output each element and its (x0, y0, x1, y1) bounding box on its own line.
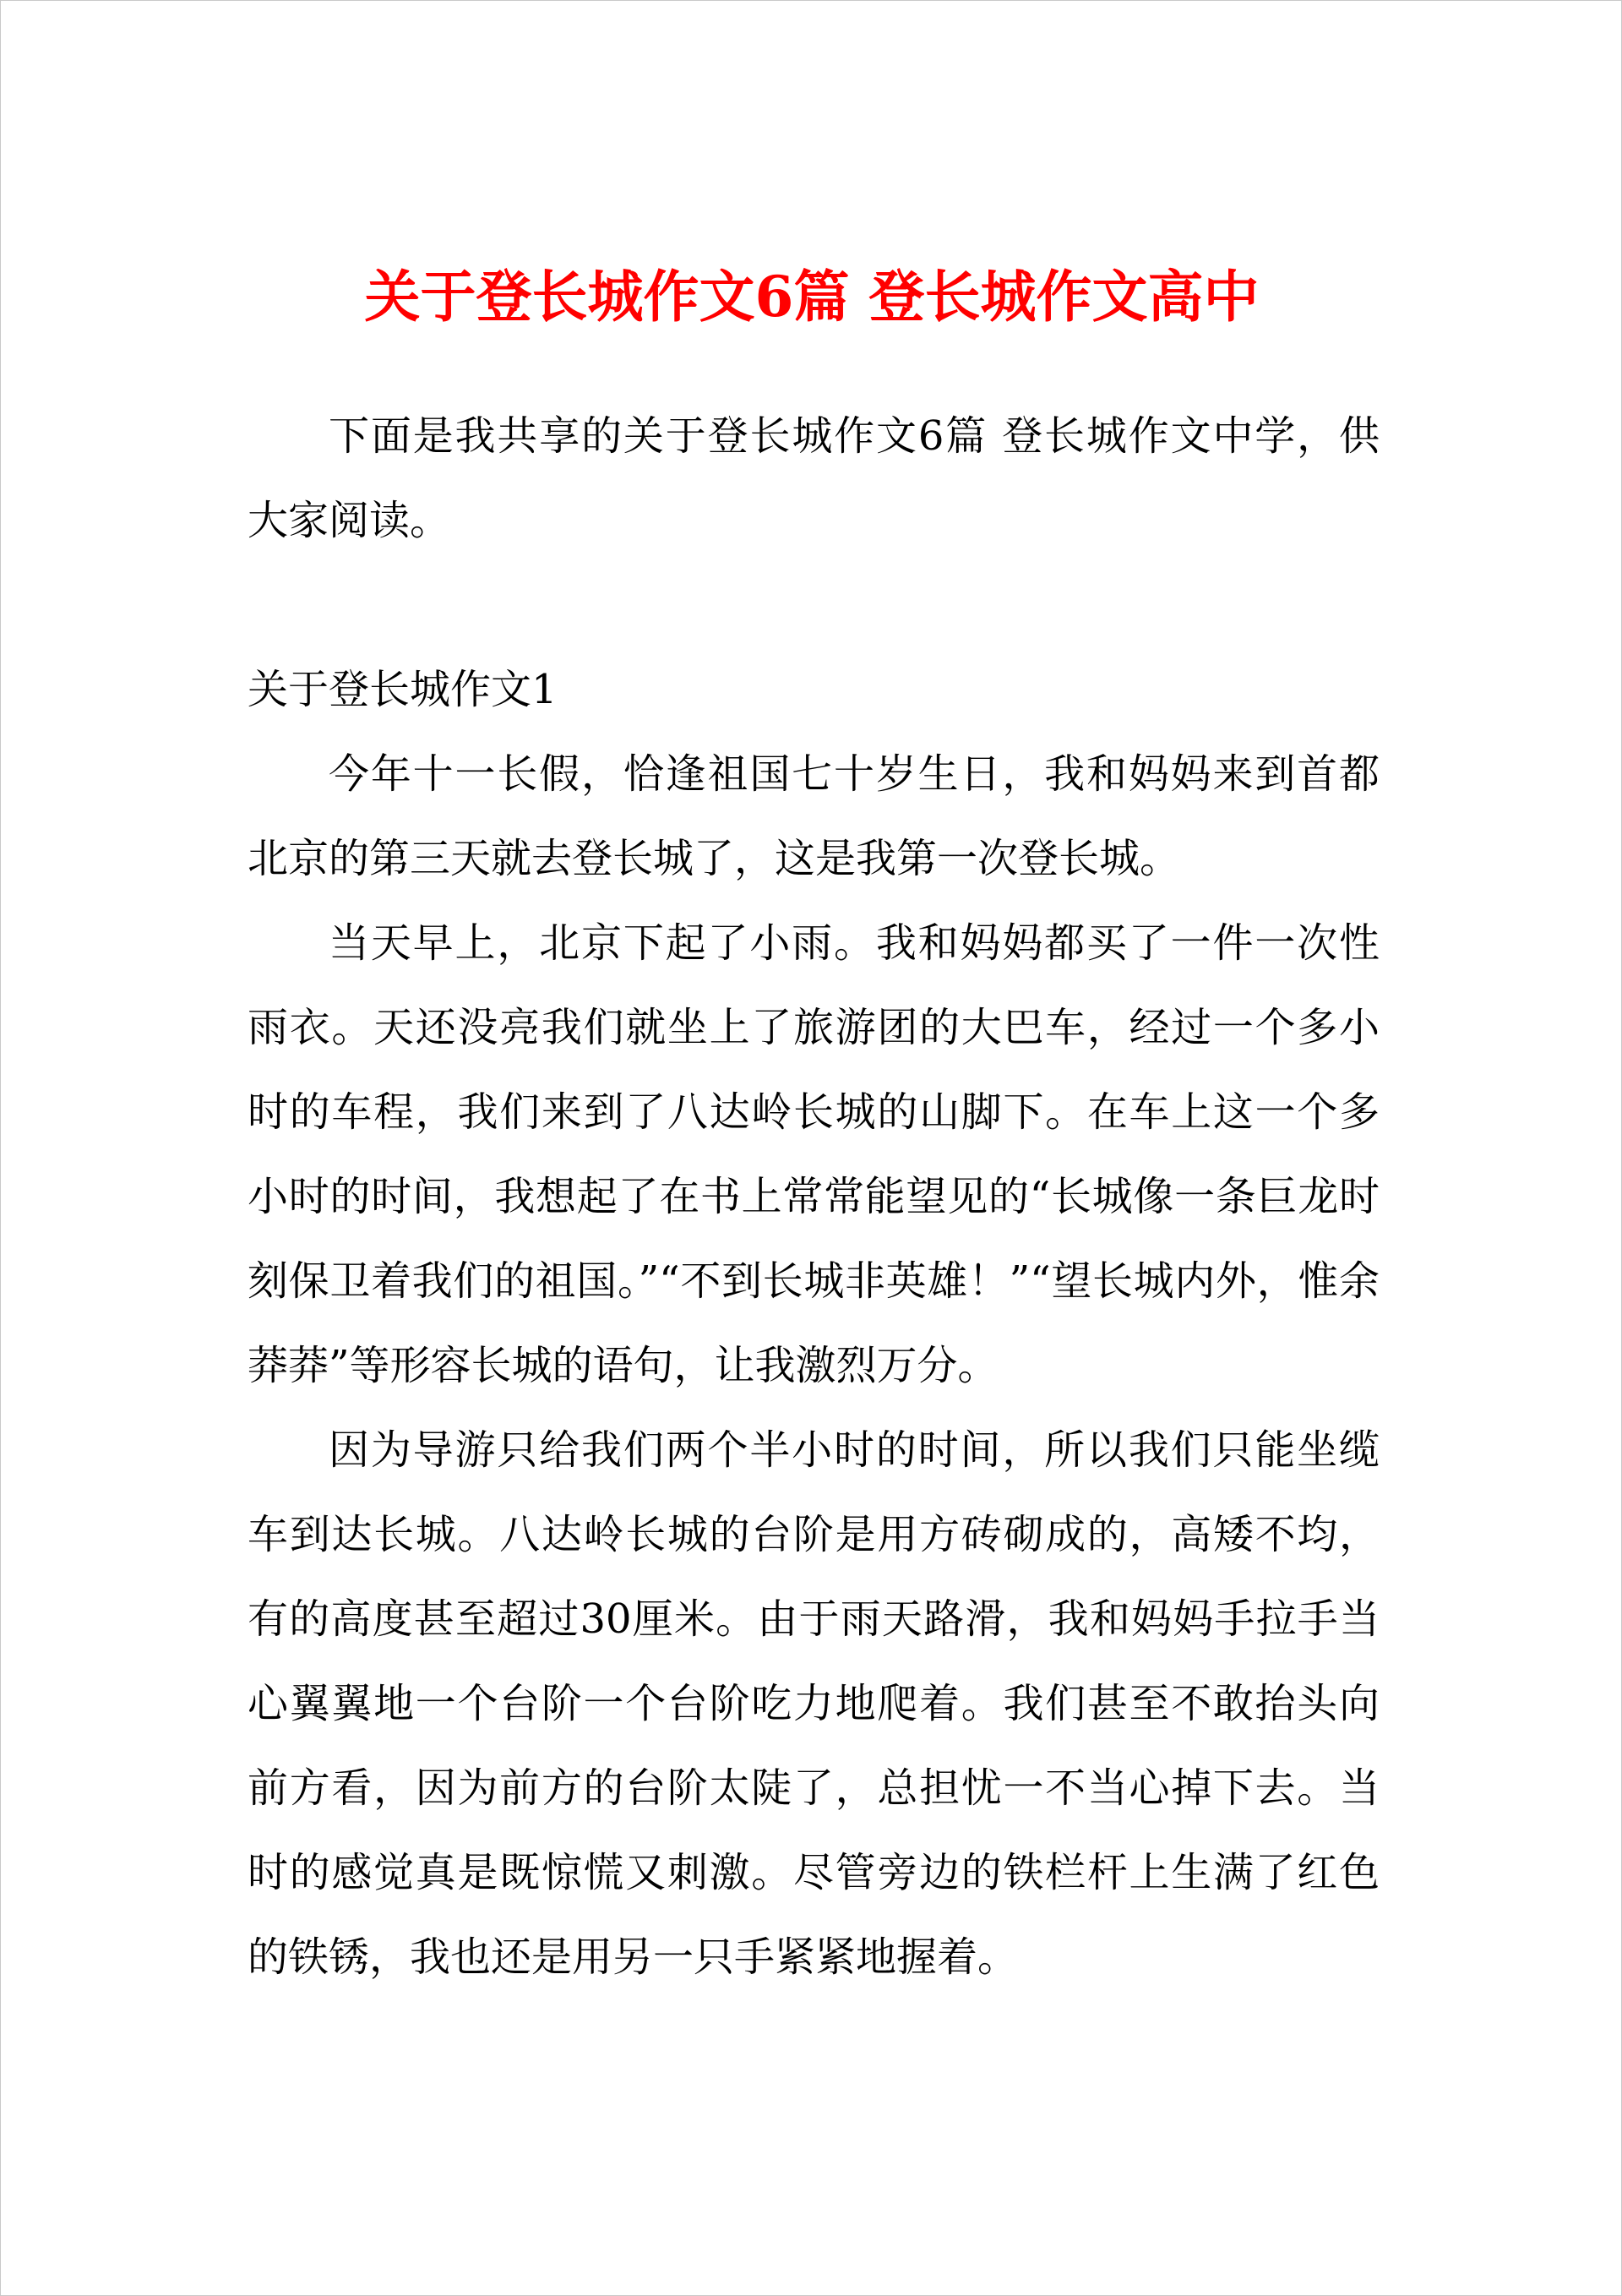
body-paragraph-3: 因为导游只给我们两个半小时的时间，所以我们只能坐缆车到达长城。八达岭长城的台阶是用方砖砌成的，高矮不均，有的高度甚至超过30厘米。由于雨天路滑，我和妈妈手拉手当心翼翼地一个台阶一个台阶吃力地爬着。我们甚至不敢抬头向前方看，因为前方的台阶太陡了，总担忧一不当心掉下去。当时的感觉真是既惊慌又刺激。尽管旁边的铁栏杆上生满了红色的铁锈，我也还是用另一只手紧紧地握着。 (248, 1426, 1380, 1981)
document-title: 关于登长城作文6篇 登长城作文高中 (364, 264, 1260, 330)
body-paragraph-2: 当天早上，北京下起了小雨。我和妈妈都买了一件一次性雨衣。天还没亮我们就坐上了旅游团的大巴车，经过一个多小时的车程，我们来到了八达岭长城的山脚下。在车上这一个多小时的时间，我想起了在书上常常能望见的“长城像一条巨龙时刻保卫着我们的祖国。”“不到长城非英雄！”“望长城内外，惟余莽莽”等形容长城的语句，让我激烈万分。 (248, 919, 1380, 1389)
body-paragraph-1: 今年十一长假，恰逢祖国七十岁生日，我和妈妈来到首都北京的第三天就去登长城了，这是我第一次登长城。 (248, 750, 1380, 882)
section-heading: 关于登长城作文1 (248, 666, 558, 713)
intro-paragraph: 下面是我共享的关于登长城作文6篇 登长城作文中学，供大家阅读。 (248, 412, 1380, 544)
document-body (248, 394, 1380, 1999)
